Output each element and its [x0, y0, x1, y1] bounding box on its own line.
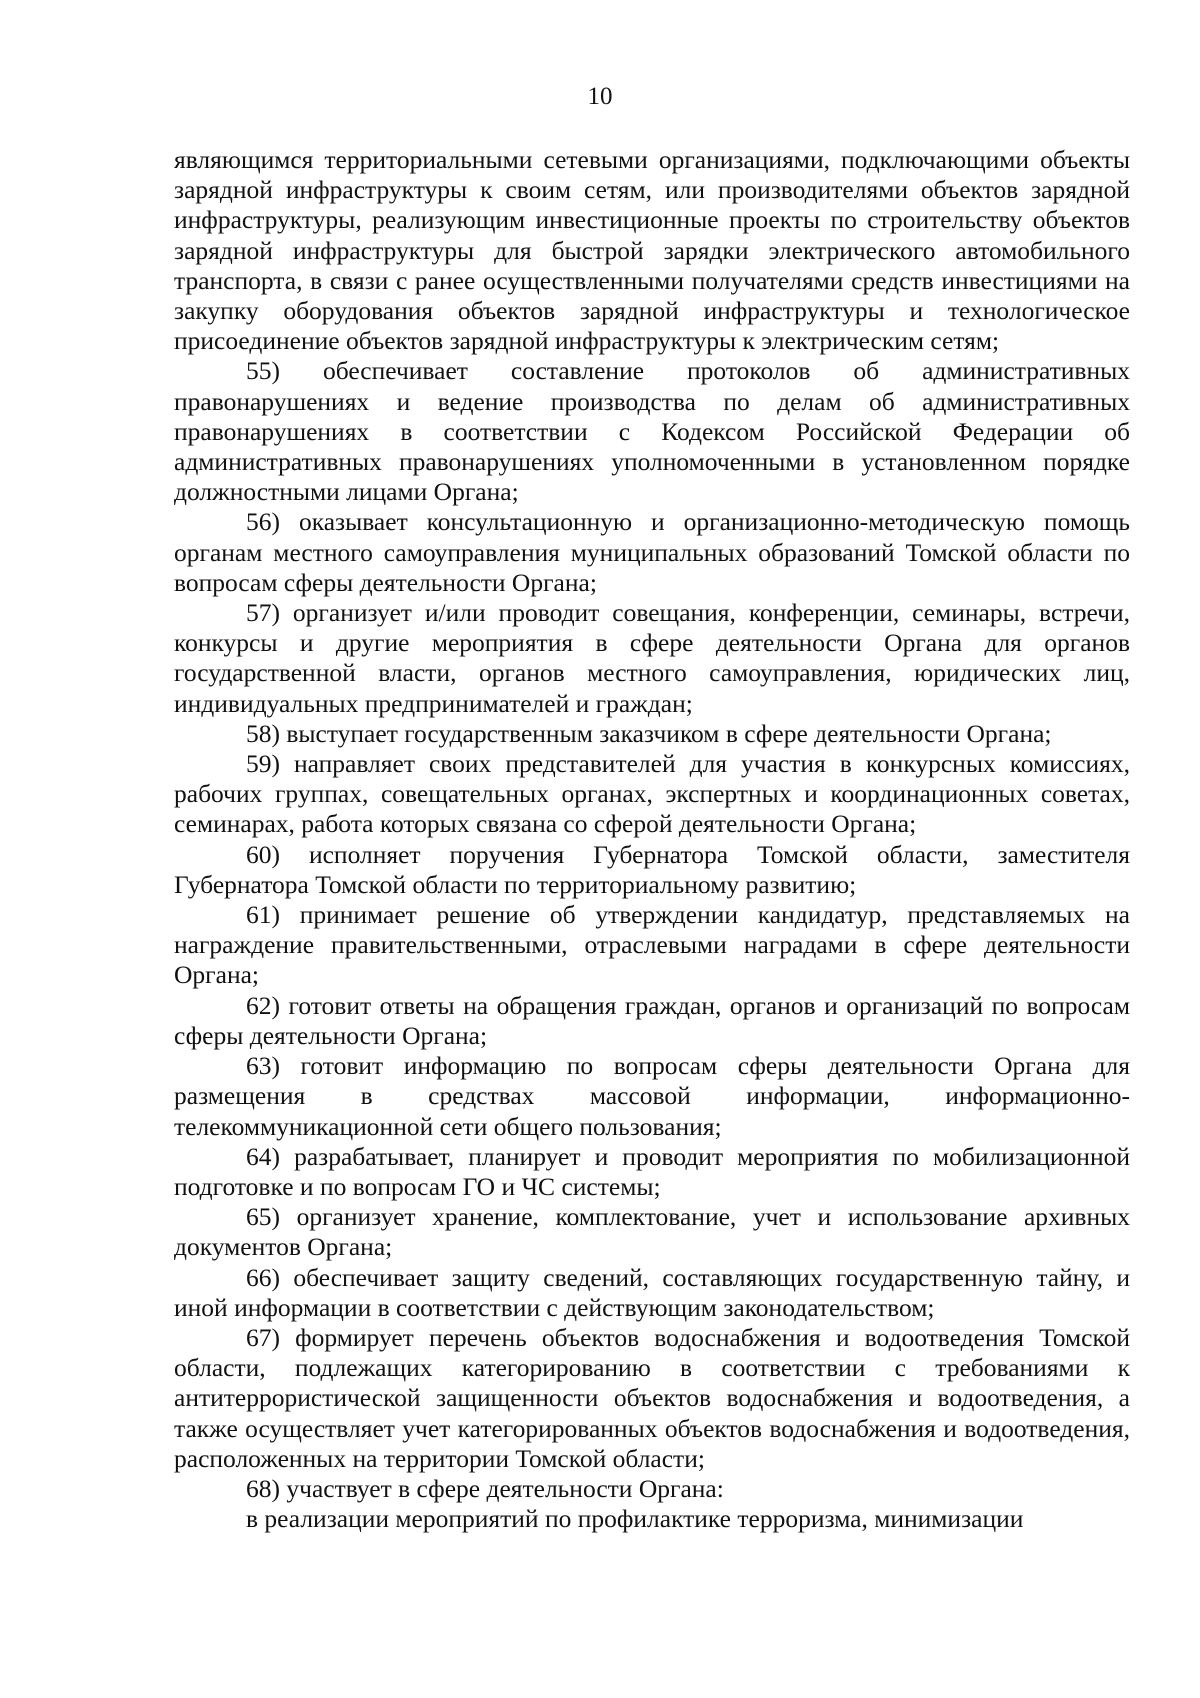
paragraph-62: 62) готовит ответы на обращения граждан, органов и организаций по вопросам сферы деятельности Органа;	[174, 990, 1130, 1050]
paragraph-63: 63) готовит информацию по вопросам сферы деятельности Органа для размещения в средствах массовой информации, информационно-телекоммуникационной сети общего пользования;	[174, 1051, 1130, 1141]
paragraph-67: 67) формирует перечень объектов водоснабжения и водоотведения Томской области, подлежащих категорированию в соответствии с требованиями к антитеррористической защищенности объектов водоснабжения и водоотведения, а также осуществляет учет категорированных объектов водоснабжения и водоотведения, расположенных на территории Томской области;	[174, 1322, 1130, 1473]
paragraph-68: 68) участвует в сфере деятельности Органа:	[246, 1473, 724, 1503]
paragraph-55: 55) обеспечивает составление протоколов об административных правонарушениях и ведение производства по делам об административных правонарушениях в соответствии с Кодексом Российской Федерации об административных правонарушениях уполномоченными в установленном порядке должностными лицами Органа;	[174, 356, 1130, 507]
paragraph-61: 61) принимает решение об утверждении кандидатур, представляемых на награждение правительственными, отраслевыми наградами в сфере деятельности Органа;	[174, 900, 1130, 990]
paragraph-56: 56) оказывает консультационную и организационно-методическую помощь органам местного самоуправления муниципальных образований Томской области по вопросам сферы деятельности Органа;	[174, 507, 1130, 597]
paragraph-60: 60) исполняет поручения Губернатора Томской области, заместителя Губернатора Томской области по территориальному развитию;	[174, 839, 1130, 899]
paragraph-54-continuation: являющимся территориальными сетевыми организациями, подключающими объекты зарядной инфраструктуры к своим сетям, или производителями объектов зарядной инфраструктуры, реализующим инвестиционные проекты по строительству объектов зарядной инфраструктуры для быстрой зарядки электрического автомобильного транспорта, в связи с ранее осуществленными получателями средств инвестициями на закупку оборудования объектов зарядной инфраструктуры и технологическое присоединение объектов зарядной инфраструктуры к электрическим сетям;	[174, 145, 1130, 356]
paragraph-65: 65) организует хранение, комплектование, учет и использование архивных документов Органа;	[174, 1202, 1130, 1262]
paragraph-66: 66) обеспечивает защиту сведений, составляющих государственную тайну, и иной информации в соответствии с действующим законодательством;	[174, 1262, 1130, 1322]
document-body	[174, 145, 1130, 1534]
paragraph-64: 64) разрабатывает, планирует и проводит мероприятия по мобилизационной подготовке и по вопросам ГО и ЧС системы;	[174, 1141, 1130, 1201]
paragraph-59: 59) направляет своих представителей для участия в конкурсных комиссиях, рабочих группах, совещательных органах, экспертных и координационных советах, семинарах, работа которых связана со сферой деятельности Органа;	[174, 749, 1130, 839]
paragraph-57: 57) организует и/или проводит совещания, конференции, семинары, встречи, конкурсы и другие мероприятия в сфере деятельности Органа для органов государственной власти, органов местного самоуправления, юридических лиц, индивидуальных предпринимателей и граждан;	[174, 598, 1130, 718]
page-number: 10	[587, 83, 613, 110]
paragraph-68-subitem: в реализации мероприятий по профилактике терроризма, минимизации	[246, 1504, 1024, 1534]
paragraph-58: 58) выступает государственным заказчиком в сфере деятельности Органа;	[246, 718, 1052, 748]
